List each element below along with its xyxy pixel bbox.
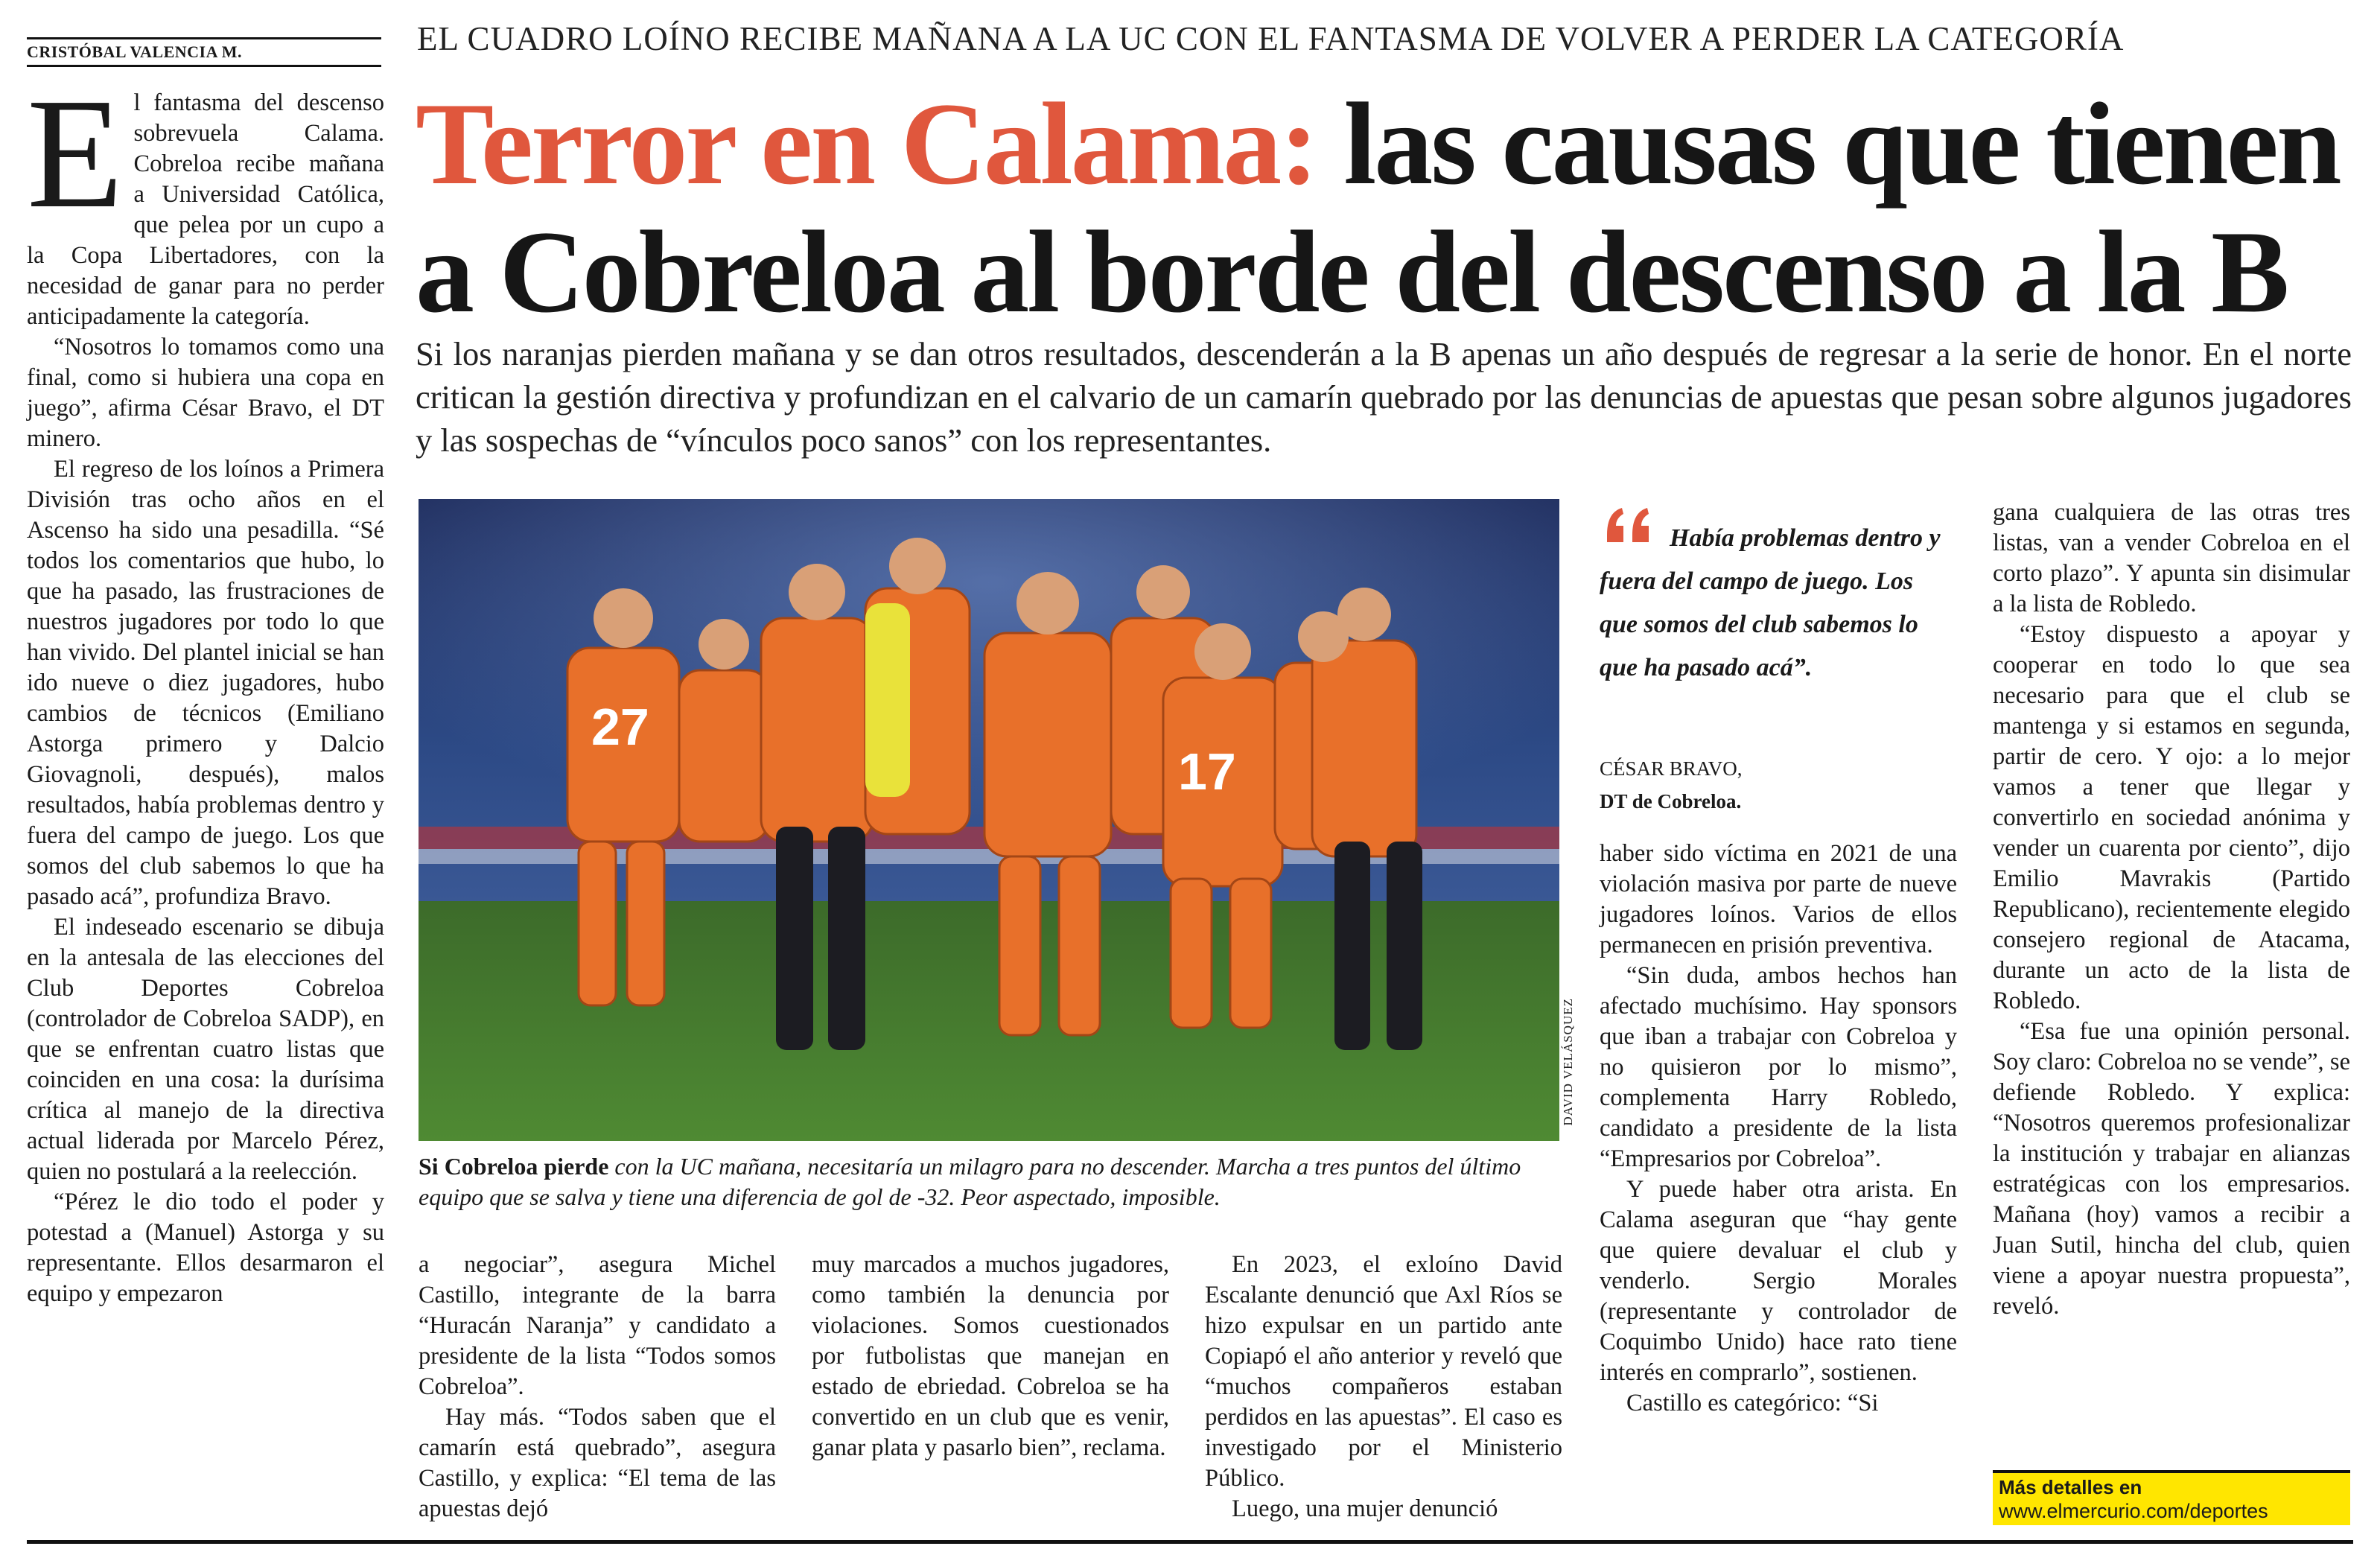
paragraph: Castillo es categórico: “Si — [1626, 1390, 1879, 1416]
paragraph: “Pérez le dio todo el poder y potestad a (Manuel) Astorga y su representante. Ellos desarmaron el equipo y empezaron — [27, 1189, 384, 1307]
team-photo — [419, 499, 1559, 1141]
paragraph: haber sido víctima en 2021 de una violación masiva por parte de nueve jugadores loínos. Varios de ellos permanecen en prisión preventiva. — [1600, 840, 1957, 958]
column-6 — [1993, 497, 2350, 1322]
paragraph: El indeseado escenario se dibuja en la antesala de las elecciones del Club Deportes Cobreloa (controlador de Cobreloa SADP), en que se enfrentan cuatro listas que coinciden en una cosa: la durísima crítica al manejo de la directiva actual liderada por Marcelo Pérez, quien no postulará a la reelección. — [27, 914, 384, 1185]
photo-credit: DAVID VELÁSQUEZ — [1561, 998, 1575, 1126]
paragraph: Hay más. “Todos saben que el camarín está quebrado”, asegura Castillo, y explica: “El tema de las apuestas dejó — [419, 1404, 776, 1522]
dropcap: E — [27, 66, 124, 241]
paragraph: a negociar”, asegura Michel Castillo, integrante de la barra “Huracán Naranja” y candidato a presidente de la lista “Todos somos Cobreloa”. — [419, 1251, 776, 1400]
column-4 — [1205, 1250, 1562, 1524]
pull-quote-text: Había problemas dentro y fuera del campo de juego. Los que somos del club sabemos lo que ha pasado acá”. — [1600, 524, 1941, 681]
paragraph: “Esa fue una opinión personal. Soy claro: Cobreloa no se vende”, se defiende Robledo. Y explica: “Nosotros queremos profesionalizar la institución y trabajar en alianzas estratégicas con los empresarios. Mañana (hoy) vamos a recibir a Juan Sutil, hincha del club, quien viene a apoyar nuestra propuesta”, reveló. — [1993, 1018, 2350, 1320]
headline — [416, 80, 2367, 337]
lead-text: l fantasma del descenso sobrevuela Calama. Cobreloa recibe mañana a Universidad Católica, que pelea por un cupo a la Copa Libertadores, con la necesidad de ganar para no perder anticipadamente la categoría. — [27, 89, 384, 330]
pull-quote — [1600, 517, 1957, 690]
headline-accent: Terror en Calama: — [416, 79, 1317, 209]
byline: CRISTÓBAL VALENCIA M. — [27, 37, 381, 67]
column-3 — [812, 1250, 1169, 1463]
svg-text:17: 17 — [1178, 742, 1236, 801]
headline-line1-rest: las causas que tienen — [1343, 79, 2340, 209]
headline-line2: a Cobreloa al borde del descenso a la B — [416, 207, 2288, 337]
paragraph: muy marcados a muchos jugadores, como también la denuncia por violaciones. Somos cuestionados por futbolistas que manejan en estado de ebriedad. Cobreloa se ha convertido en un club que es venir, ganar plata y pasarlo bien”, reclama. — [812, 1251, 1169, 1461]
promo-link[interactable]: www.elmercurio.com/deportes — [1999, 1500, 2268, 1522]
promo-label: Más detalles en — [1999, 1476, 2142, 1498]
paragraph — [27, 66, 384, 332]
paragraph: “Estoy dispuesto a apoyar y cooperar en todo lo que sea necesario para que el club se mantenga y si estamos en segunda, partir de cero. Y ojo: a lo mejor vamos a tener que llegar y convertirlo en sociedad anónima y vender un cuarenta por ciento”, dijo Emilio Mavrakis (Partido Republicano), recientemente elegido consejero regional de Atacama, durante un acto de la lista de Robledo. — [1993, 621, 2350, 1014]
pull-quote-author — [1600, 752, 1957, 818]
paragraph: Luego, una mujer denunció — [1232, 1495, 1498, 1522]
more-details-promo[interactable] — [1993, 1470, 2350, 1525]
column-2 — [419, 1250, 776, 1524]
paragraph: Y puede haber otra arista. En Calama aseguran que “hay gente que quiere devaluar el club y venderlo. Sergio Morales (representante y controlador de Coquimbo Unido) hace rato tiene interés en comprarlo”, sostienen. — [1600, 1176, 1957, 1386]
photo-caption — [419, 1151, 1565, 1212]
column-5 — [1600, 839, 1957, 1419]
bottom-rule — [27, 1540, 2353, 1544]
kicker: EL CUADRO LOÍNO RECIBE MAÑANA A LA UC CON EL FANTASMA DE VOLVER A PERDER LA CATEGORÍA — [417, 20, 2125, 57]
caption-lead: Si Cobreloa pierde — [419, 1153, 609, 1180]
paragraph: “Nosotros lo tomamos como una final, como si hubiera una copa en juego”, afirma César Bravo, el DT minero. — [27, 334, 384, 452]
paragraph: gana cualquiera de las otras tres listas, van a vender Cobreloa en el corto plazo”. Y apunta sin disimular a la lista de Robledo. — [1993, 499, 2350, 617]
svg-text:27: 27 — [591, 698, 649, 756]
column-1 — [27, 66, 384, 1309]
paragraph: “Sin duda, ambos hechos han afectado muchísimo. Hay sponsors que iban a trabajar con Cobreloa y no quisieron por lo mismo”, complementa Harry Robledo, candidato a presidente de la lista “Empresarios por Cobreloa”. — [1600, 962, 1957, 1172]
author-role: DT de Cobreloa. — [1600, 790, 1742, 812]
caption-text: con la UC mañana, necesitaría un milagro para no descender. Marcha a tres puntos del último equipo que se salva y tiene una diferencia de gol de -32. Peor aspectado, imposible. — [419, 1153, 1521, 1210]
paragraph: En 2023, el exloíno David Escalante denunció que Axl Ríos se hizo expulsar en un partido ante Copiapó el año anterior y reveló que “muchos compañeros estaban perdidos en las apuestas”. El caso es investigado por el Ministerio Público. — [1205, 1251, 1562, 1492]
author-name: CÉSAR BRAVO, — [1600, 757, 1743, 780]
deck: Si los naranjas pierden mañana y se dan otros resultados, descenderán a la B apenas un año después de regresar a la serie de honor. En el norte critican la gestión directiva y profundizan en el calvario de un camarín quebrado por las denuncias de apuestas que pesan sobre algunos jugadores y las sospechas de “vínculos poco sanos” con los representantes. — [416, 335, 2352, 459]
paragraph: El regreso de los loínos a Primera División tras ocho años en el Ascenso ha sido una pesadilla. “Sé todos los comentarios que hubo, lo que ha pasado, las frustraciones de nuestros jugadores por todo lo que han vivido. Del plantel inicial se han ido nueve o diez jugadores, hubo cambios de técnicos (Emiliano Astorga primero y Dalcio Giovagnoli, después), malos resultados, había problemas dentro y fuera del campo de juego. Los que somos del club sabemos lo que ha pasado acá”, profundiza Bravo. — [27, 456, 384, 910]
